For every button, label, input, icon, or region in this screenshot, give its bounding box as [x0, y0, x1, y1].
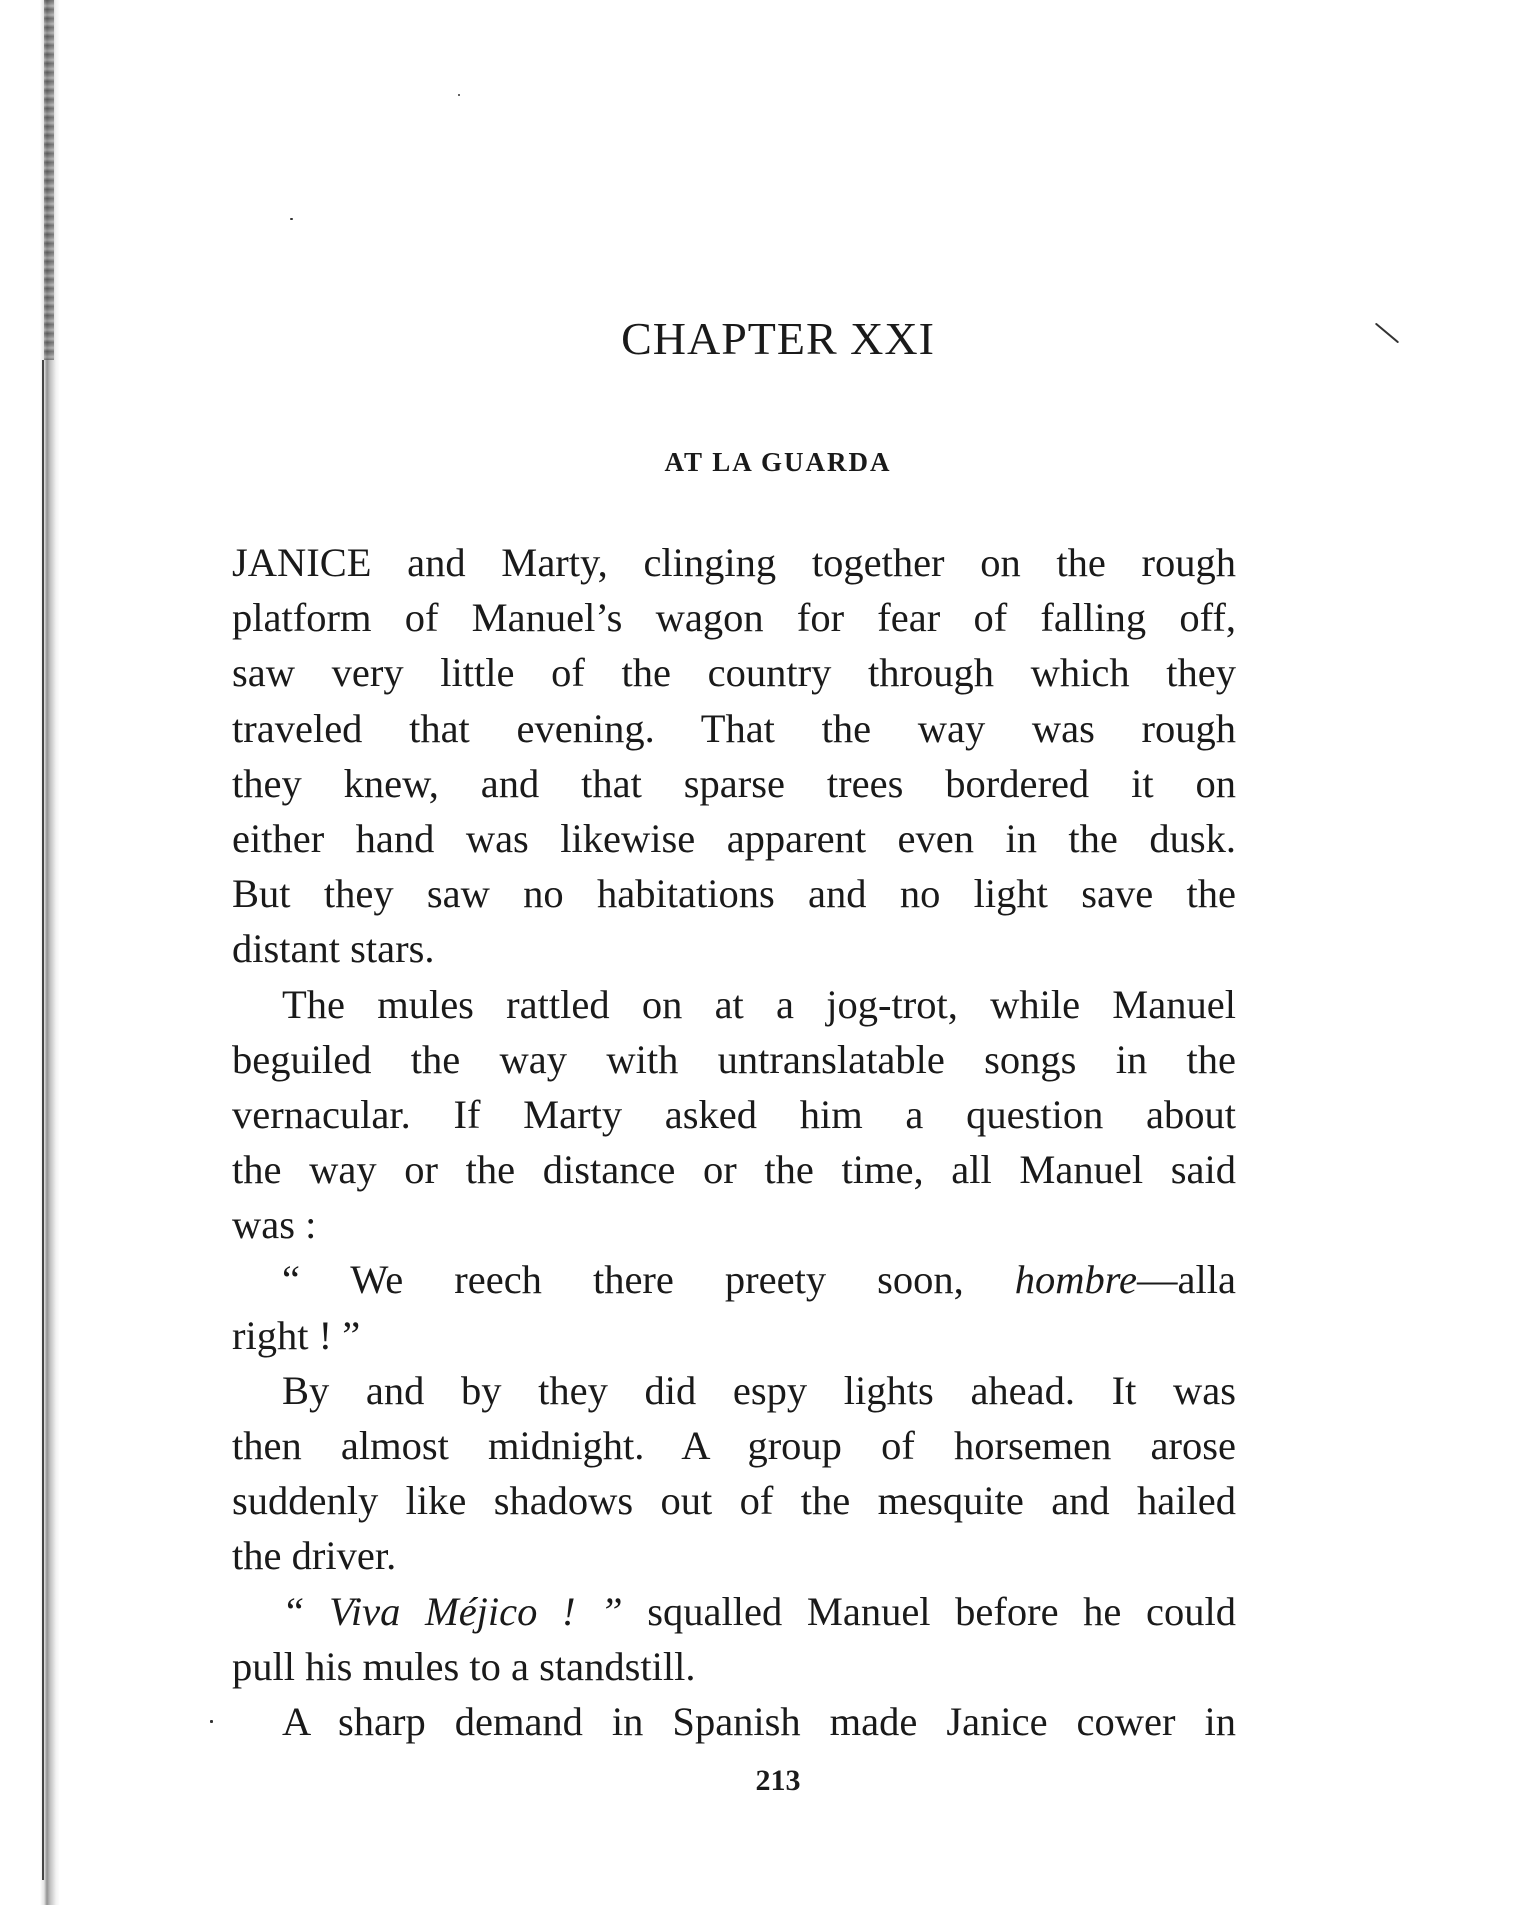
- text-line: A sharp demand in Spanish made Janice cower in: [282, 1698, 1236, 1744]
- scan-speck: [210, 1720, 213, 1723]
- italic-phrase: “ Viva Méjico ! ”: [282, 1588, 623, 1634]
- text-line: “ Viva Méjico ! ” squalled Manuel before he could: [282, 1588, 1236, 1634]
- text-line: vernacular. If Marty asked him a question about: [232, 1091, 1236, 1137]
- text-line: pull his mules to a standstill.: [232, 1643, 696, 1689]
- text-line: The mules rattled on at a jog-trot, while Manuel: [282, 981, 1236, 1027]
- text-line: the way or the distance or the time, all Manuel said: [232, 1147, 1236, 1193]
- page-binding-line: [42, 360, 44, 1880]
- text-line: they knew, and that sparse trees bordered it on: [232, 760, 1236, 806]
- scan-speck: [458, 94, 460, 96]
- chapter-heading: CHAPTER XXI: [621, 313, 935, 364]
- text-line: the driver.: [232, 1533, 397, 1579]
- text-line: right ! ”: [232, 1312, 361, 1358]
- text-line: was :: [232, 1202, 317, 1248]
- text-line: suddenly like shadows out of the mesquite and hailed: [232, 1478, 1236, 1524]
- page-number: 213: [755, 1764, 801, 1797]
- text-line: traveled that evening. That the way was rough: [232, 705, 1236, 751]
- scan-speck: [290, 218, 293, 220]
- text-line: saw very little of the country through which they: [232, 650, 1236, 696]
- text-line: then almost midnight. A group of horsemen arose: [232, 1423, 1236, 1468]
- text-line: But they saw no habitations and no light save the: [232, 871, 1236, 917]
- text-line: platform of Manuel’s wagon for fear of falling off,: [232, 595, 1236, 641]
- text-line: distant stars.: [232, 926, 435, 972]
- text-line: “ We reech there preety soon, hombre—alla: [282, 1257, 1236, 1303]
- italic-word: hombre: [1014, 1257, 1138, 1303]
- body-text: [232, 535, 1236, 1749]
- text-line: JANICE and Marty, clinging together on the rough: [232, 540, 1236, 585]
- text-line: either hand was likewise apparent even in the dusk.: [232, 815, 1236, 861]
- text-line: beguiled the way with untranslatable songs in the: [232, 1036, 1236, 1082]
- chapter-subtitle: AT LA GUARDA: [664, 447, 892, 477]
- page-binding-shadow: [44, 0, 54, 360]
- text-line: By and by they did espy lights ahead. It was: [282, 1367, 1236, 1413]
- lead-word: JANICE: [232, 540, 372, 585]
